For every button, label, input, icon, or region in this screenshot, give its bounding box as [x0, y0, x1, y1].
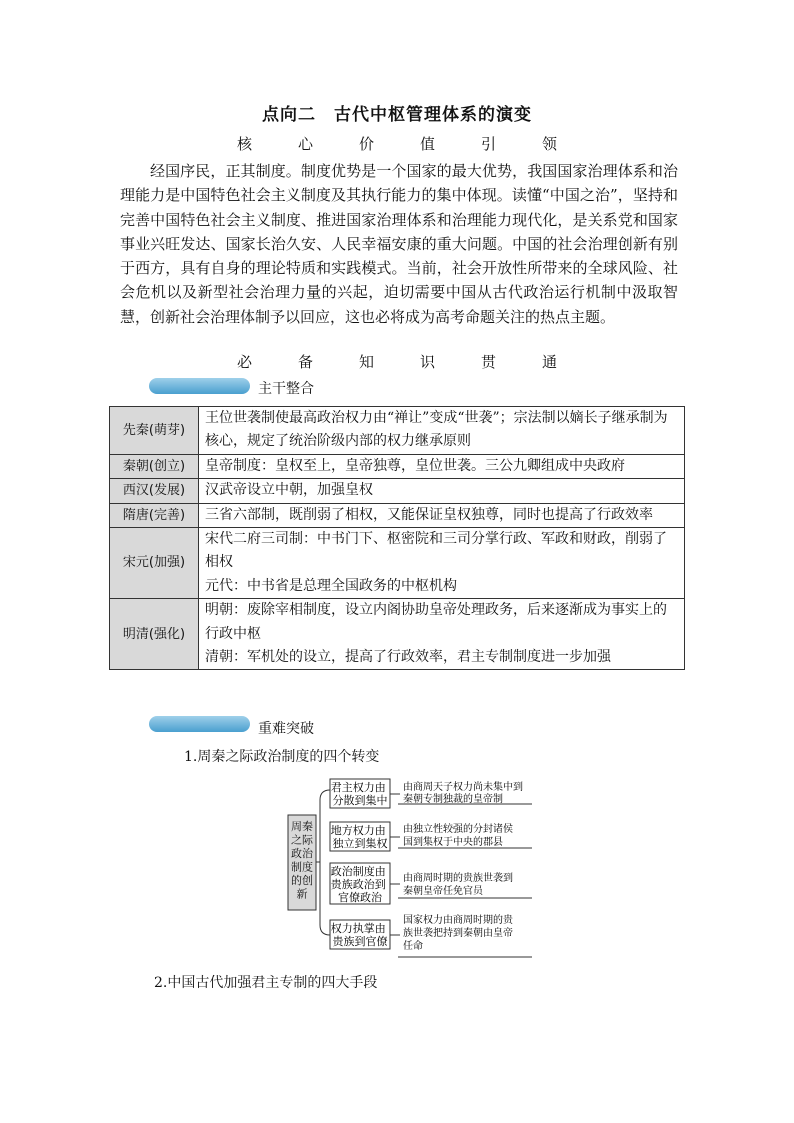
branch-label-line: 分散到集中 — [332, 794, 388, 807]
branch-label — [331, 780, 390, 807]
branch-label-line: 贵族到官僚 — [332, 935, 388, 948]
branch-label-line: 地方权力由 — [330, 824, 386, 837]
root-text-line: 制度 — [291, 860, 313, 874]
branch-desc-line: 由商周时期的贵族世袭到 — [403, 873, 513, 884]
branch-label-line: 独立到集权 — [332, 837, 388, 850]
subhead-char: 心 — [297, 135, 313, 153]
subhead-char: 核 — [236, 135, 252, 153]
branch-label-line: 君主权力由 — [330, 781, 386, 794]
content-line: 王位世袭制使最高政治权力由“禅让”变成“世袭”；宗法制以嫡长子继承制为核心，规定了统治阶级内部的权力继承原则 — [205, 410, 668, 450]
era-cell: 先秦(萌芽) — [110, 407, 199, 455]
subhead-char: 价 — [358, 135, 374, 153]
root-text-line: 的创 — [291, 874, 313, 887]
branch-desc-line: 由商周天子权力尚未集中到 — [403, 782, 523, 793]
branch-desc-line: 秦朝专制独裁的皇帝制 — [403, 794, 503, 805]
content-line: 清朝：军机处的设立，提高了行政效率，君主专制制度进一步加强 — [205, 649, 611, 666]
subhead-char: 值 — [420, 135, 436, 153]
branch-label-line: 权力执掌由 — [330, 922, 386, 935]
branch-label-line: 官僚政治 — [338, 891, 382, 904]
branch-desc-line: 由独立性较强的分封诸侯 — [403, 824, 513, 835]
branch-4 — [330, 913, 532, 957]
content-line: 三省六部制，既削弱了相权，又能保证皇权独尊，同时也提高了行政效率 — [205, 506, 653, 523]
intro-paragraph: 经国序民，正其制度。制度优势是一个国家的最大优势，我国国家治理体系和治理能力是中国特色社会主义制度及其执行能力的集中体现。读懂“中国之治”，坚持和完善中国特色社会主义制度、推进国家治理体系和治理能力现代化，是关系党和国家事业兴旺发达、国家长治久安、人民幸福安康的重大问题。中国的社会治理创新有别于西方，具有自身的理论特质和实践模式。当前，社会开放性所带来的全球风险、社会危机以及新型社会治理力量的兴起，迫切需要中国从古代政治运行机制中汲取智慧，创新社会治理体制予以回应，这也必将成为高考命题关注的热点主题。 — [120, 162, 678, 326]
subhead-char: 贯 — [481, 353, 497, 371]
era-cell: 明清(强化) — [110, 599, 199, 670]
subhead-char: 通 — [542, 353, 558, 371]
heading-four-methods: 2.中国古代加强君主专制的四大手段 — [154, 975, 378, 991]
root-text-line: 之际 — [291, 833, 313, 847]
era-cell: 宋元(加强) — [110, 528, 199, 599]
branch-desc — [403, 913, 516, 952]
content-line: 明朝：废除宰相制度，设立内阁协助皇帝处理政务，后来逐渐成为事实上的行政中枢 — [205, 602, 667, 642]
subhead-char: 知 — [358, 353, 374, 371]
subhead-char: 引 — [481, 135, 497, 153]
branch-desc — [403, 822, 516, 848]
branch-1 — [330, 779, 532, 808]
era-cell: 西汉(发展) — [110, 479, 199, 503]
root-text-line: 周秦 — [291, 820, 313, 833]
branch-label — [331, 864, 390, 904]
era-cell: 隋唐(完善) — [110, 503, 199, 527]
branch-label — [331, 823, 390, 850]
branch-desc-line: 任命 — [403, 941, 423, 952]
branch-label-line: 贵族政治到 — [330, 878, 386, 891]
branch-label-line: 政治制度由 — [330, 865, 386, 878]
branch-desc — [403, 871, 516, 897]
subhead-char: 备 — [297, 353, 313, 371]
branch-desc-line: 国家权力由商周时期的贵 — [403, 915, 513, 926]
content-line: 元代：中书省是总理全国政务的中枢机构 — [205, 577, 457, 594]
root-text-line: 政治 — [291, 847, 313, 860]
branch-2 — [330, 822, 532, 851]
root-text-line: 新 — [296, 887, 308, 901]
branch-label — [331, 921, 390, 948]
subhead-char: 领 — [542, 135, 558, 153]
heading-four-changes: 1.周秦之际政治制度的四个转变 — [184, 749, 380, 765]
branch-3 — [330, 863, 532, 904]
branch-desc — [403, 780, 526, 805]
branch-desc-line: 国到集权于中央的郡县 — [403, 837, 503, 848]
era-cell: 秦朝(创立) — [110, 454, 199, 478]
content-line: 宋代二府三司制：中书门下、枢密院和三司分掌行政、军政和财政，削弱了相权 — [205, 531, 667, 571]
content-line: 汉武帝设立中朝，加强皇权 — [205, 482, 373, 499]
subhead-char: 识 — [420, 353, 436, 371]
branch-desc-line: 秦朝皇帝任免官员 — [403, 886, 483, 897]
content-line: 皇帝制度：皇权至上，皇帝独尊，皇位世袭。三公九卿组成中央政府 — [205, 457, 625, 474]
tag-label-main: 主干整合 — [258, 381, 314, 397]
page-title: 点向二 古代中枢管理体系的演变 — [262, 105, 532, 125]
bracket-line — [320, 790, 330, 935]
branch-desc-line: 族世袭把持到秦朝由皇帝 — [403, 928, 513, 939]
subhead-char: 必 — [236, 353, 252, 371]
tag-label-key: 重难突破 — [258, 721, 314, 737]
